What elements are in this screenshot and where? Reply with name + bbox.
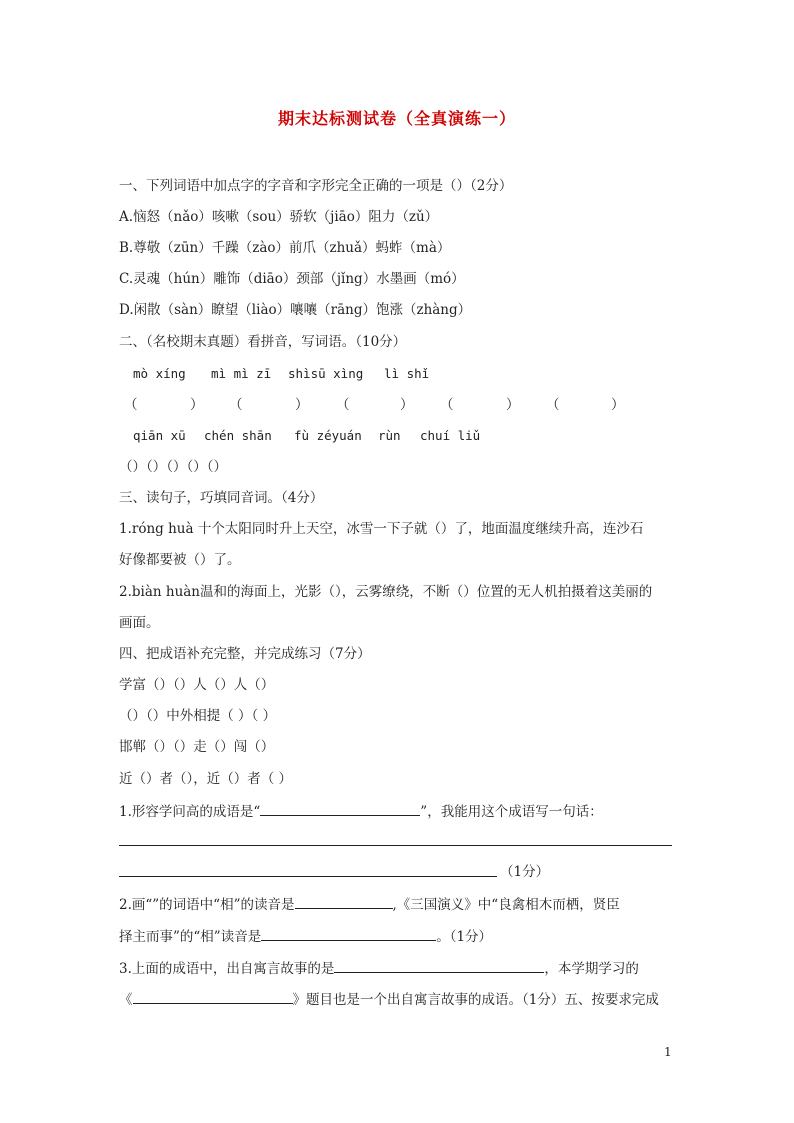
q3-sentence-2b: 画面。 [119,615,160,631]
q3-sentence-2a: 2.biàn huàn温和的海面上，光影（），云雾缭绕，不断（）位置的无人机拍摄着这美丽的 [119,584,653,600]
page-number: 1 [664,1045,672,1059]
q4-part-2-text-a: 2.画“”的词语中“相”的读音是 [119,897,295,913]
q4-part-2-text-d: 。（1分） [436,929,493,945]
q3-stem: 三、读句子，巧填同音词。（4分） [119,490,324,506]
q4-idiom-2: （）（）中外相提（ ）（ ） [119,708,277,724]
bracket-close: ） [611,397,625,413]
q4-part-1-text-a: 1.形容学问高的成语是“ [119,804,261,820]
q2-pinyin-4: lì shǐ [384,366,430,381]
q4-part-2b [119,925,492,947]
q2-pinyin-7: fù zéyuán [294,428,362,443]
q2-pinyin-6: chén shān [204,428,272,443]
bracket-open: （ [229,397,243,413]
q4-part-2-text-c: 择主而事”的“相”读音是 [119,929,262,945]
q2-pinyin-9: chuí liǔ [420,428,481,443]
q1-stem: 一、下列词语中加点字的字音和字形完全正确的一项是（）（2分） [119,178,513,194]
q1-option-d: D.闲散（sàn）瞭望（liào）嚷嚷（rāng）饱涨（zhàng） [119,302,472,318]
bracket-close: ） [400,397,414,413]
q4-part-1-score: （1分） [500,864,550,880]
page-title: 期末达标测试卷（全真演练一） [277,109,516,128]
bracket-close: ） [506,397,520,413]
bracket-close: ） [190,397,204,413]
bracket-open: （ [440,397,454,413]
q2-pinyin-8: rùn [378,428,401,443]
bracket-open: （ [124,397,138,413]
bracket-close: ） [295,397,309,413]
q4-part-3-text-d: 》题目也是一个出自寓言故事的成语。（1分）五、按要求完成 [292,992,659,1008]
answer-blank[interactable] [334,957,544,973]
q1-option-c: C.灵魂（hún）雕饰（diāo）颈部（jǐng）水墨画（mó） [119,271,465,287]
q2-pinyin-1: mò xíng [133,366,186,381]
answer-blank[interactable] [261,925,436,941]
answer-blank[interactable] [260,800,420,816]
q3-sentence-1b: 好像都要被（）了。 [119,552,241,568]
q1-option-a: A.恼怒（nǎo）咳嗽（sou）骄软（jiāo）阻力（zǔ） [119,209,439,225]
q4-stem: 四、把成语补充完整，并完成练习（7分） [119,646,371,662]
answer-blank[interactable] [133,988,293,1004]
q4-idiom-1: 学富（）（）人（）人（） [119,677,275,693]
q2-pinyin-2: mì mì zī [211,366,272,381]
q4-part-3-text-a: 3.上面的成语中，出自寓言故事的是 [119,961,335,977]
q4-part-1-text-b: ”，我能用这个成语写一句话： [420,804,603,820]
q4-part-3-text-c: 《 [119,992,133,1008]
q2-answer-brackets: （）（）（）（）（） [119,459,227,475]
q4-part-3a [119,957,639,979]
q2-stem: 二、（名校期末真题）看拼音，写词语。（10分） [119,334,407,350]
bracket-open: （ [336,397,350,413]
q4-part-3b [119,988,659,1010]
q4-part-2-text-b: ,《三国演义》中“良禽相木而栖，贤臣 [392,897,620,913]
q2-pinyin-5: qiān xū [133,428,186,443]
q4-idiom-3: 邯郸（）（）走（）闯（） [119,739,275,755]
bracket-open: （ [546,397,560,413]
q4-part-2a [119,893,620,915]
q4-part-1 [119,800,603,822]
answer-line[interactable] [119,876,497,877]
q3-sentence-1a: 1.róng huà 十个太阳同时升上天空，冰雪一下子就（）了，地面温度继续升高，连沙石 [119,521,644,537]
q4-part-3-text-b: ，本学期学习的 [544,961,639,977]
answer-blank[interactable] [295,893,393,909]
q1-option-b: B.尊敬（zūn）千躁（zào）前爪（zhuǎ）蚂蚱（mà） [119,240,451,256]
q4-idiom-4: 近（）者（），近（）者（ ） [119,771,293,787]
q2-pinyin-3: shìsū xìng [288,366,364,381]
answer-line[interactable] [119,845,672,846]
